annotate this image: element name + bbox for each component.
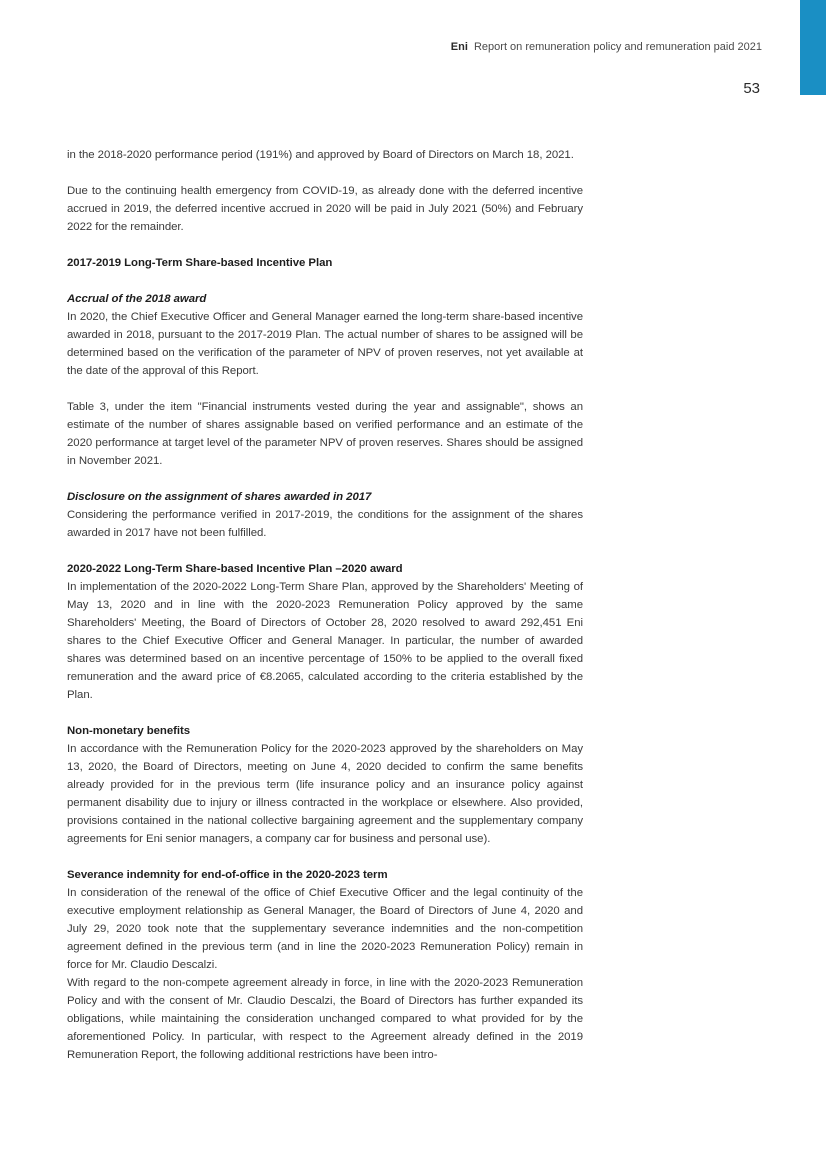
paragraph: in the 2018-2020 performance period (191%) and approved by Board of Directors on March 18, 2021. <box>67 149 574 161</box>
subsection-heading: Accrual of the 2018 award <box>67 293 207 305</box>
subsection-heading: Disclosure on the assignment of shares awarded in 2017 <box>67 491 372 503</box>
body-text <box>67 146 583 1064</box>
paragraph: Considering the performance verified in 2017-2019, the conditions for the assignment of the shares awarded in 2017 have not been fulfilled. <box>67 509 583 539</box>
section-heading: Severance indemnity for end-of-office in the 2020-2023 term <box>67 869 388 881</box>
paragraph: In implementation of the 2020-2022 Long-Term Share Plan, approved by the Shareholders' Meeting of May 13, 2020 and in line with the 2020-2023 Remuneration Policy approved by the same Shareholders' Meeting, the Board of Directors of October 28, 2020 resolved to award 292,451 Eni shares to the Chief Executive Officer and General Manager. In particular, the number of awarded shares was determined based on an incentive percentage of 150% to be applied to the overall fixed remuneration and the award price of €8.2065, calculated according to the criteria established by the Plan. <box>67 581 583 701</box>
paragraph: Due to the continuing health emergency from COVID-19, as already done with the deferred incentive accrued in 2019, the deferred incentive accrued in 2020 will be paid in July 2021 (50%) and February 2022 for the remainder. <box>67 185 583 233</box>
section-heading: 2017-2019 Long-Term Share-based Incentive Plan <box>67 257 333 269</box>
paragraph: In accordance with the Remuneration Policy for the 2020-2023 approved by the shareholders on May 13, 2020, the Board of Directors, meeting on June 4, 2020 decided to confirm the same benefits already provided for in the previous term (life insurance policy and an insurance policy against permanent disability due to injury or illness contracted in the workplace or elsewhere. Also provided, provisions contained in the national collective bargaining agreement and the supplementary company agreements for Eni senior managers, a company car for business and personal use). <box>67 743 583 845</box>
section-heading: 2020-2022 Long-Term Share-based Incentive Plan –2020 award <box>67 563 403 575</box>
section-heading: Non-monetary benefits <box>67 725 190 737</box>
paragraph: In consideration of the renewal of the office of Chief Executive Officer and the legal continuity of the executive employment relationship as General Manager, the Board of Directors of June 4, 2020 and July 29, 2020 took note that the supplementary severance indemnities and the non-competition agreement defined in the previous term (and in line the 2020-2023 Remuneration Policy) remain in force for Mr. Claudio Descalzi. <box>67 887 583 971</box>
page-number: 53 <box>743 80 760 97</box>
accent-tab <box>800 0 826 95</box>
paragraph: Table 3, under the item "Financial instruments vested during the year and assignable", shows an estimate of the number of shares assignable based on verified performance and an estimate of the 2020 performance at target level of the parameter NPV of proven reserves. Shares should be assigned in November 2021. <box>67 401 583 467</box>
header-title: Report on remuneration policy and remuneration paid 2021 <box>473 41 762 53</box>
paragraph: In 2020, the Chief Executive Officer and General Manager earned the long-term share-based incentive awarded in 2018, pursuant to the 2017-2019 Plan. The actual number of shares to be assigned will be determined based on the verification of the parameter of NPV of proven reserves, not yet available at the date of the approval of this Report. <box>67 311 583 377</box>
paragraph: With regard to the non-compete agreement already in force, in line with the 2020-2023 Remuneration Policy and with the consent of Mr. Claudio Descalzi, the Board of Directors has further expanded its obligations, while maintaining the consideration unchanged compared to what provided for by the aforementioned Policy. In particular, with respect to the Agreement already defined in the 2019 Remuneration Report, the following additional restrictions have been intro- <box>67 977 583 1061</box>
header-brand: Eni <box>450 41 468 53</box>
running-header <box>451 41 762 53</box>
